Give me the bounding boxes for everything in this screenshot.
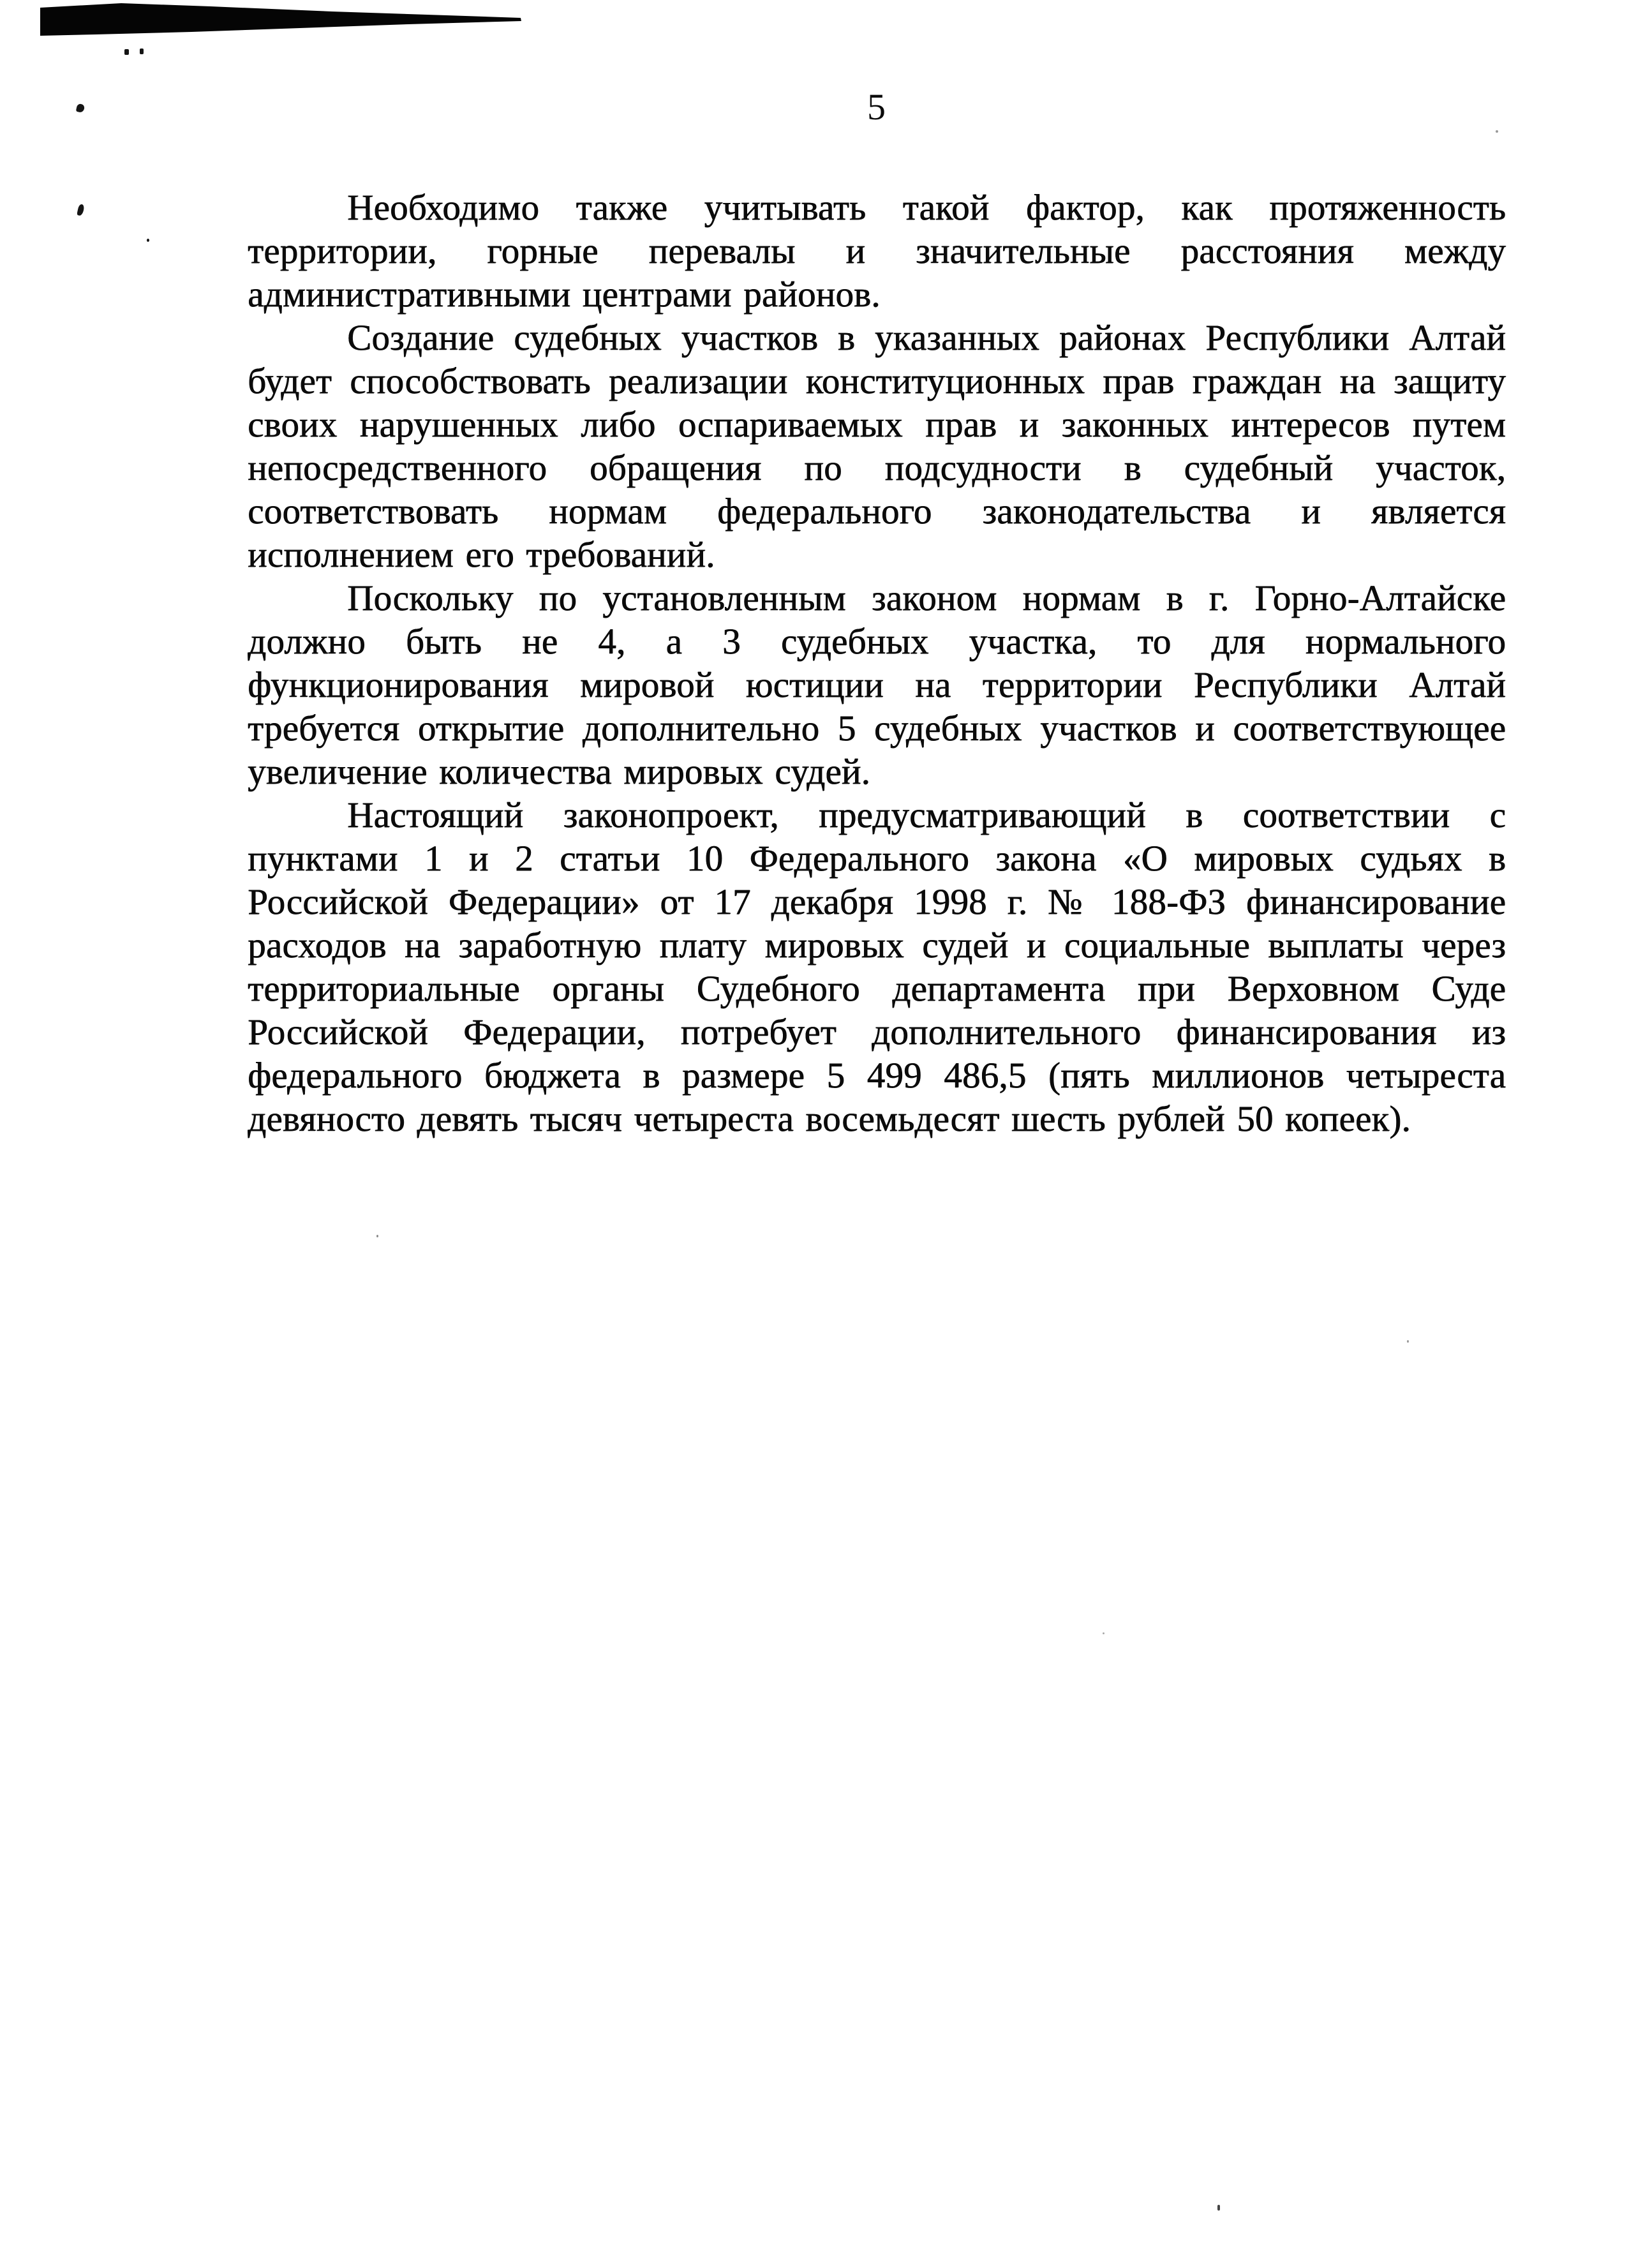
page-number: 5 bbox=[867, 86, 886, 128]
paragraph: Настоящий законопроект, предусматривающий в соответствии с пунктами 1 и 2 статьи 10 Федерального закона «О мировых судьях в Российской Федерации» от 17 декабря 1998 г. № 188-ФЗ финансирование расходов на заработную плату мировых судей и социальные выплаты через территориальные органы Судебного департамента при Верховном Суде Российской Федерации, потребует дополнительного финансирования из федерального бюджета в размере 5 499 486,5 (пять миллионов четыреста девяносто девять тысяч четыреста восемьдесят шесть рублей 50 копеек). bbox=[248, 795, 1506, 1139]
document-body-text bbox=[248, 186, 1506, 1141]
scan-speck bbox=[140, 48, 144, 54]
paragraph: Необходимо также учитывать такой фактор, как протяженность территории, горные перевалы и значительные расстояния между административными центрами районов. bbox=[248, 188, 1506, 315]
scan-speck bbox=[76, 103, 85, 113]
scan-speck bbox=[1496, 130, 1498, 133]
scan-speck bbox=[1103, 1632, 1104, 1634]
paragraph: Поскольку по установленным законом нормам в г. Горно-Алтайске должно быть не 4, а 3 судебных участка, то для нормального функционирования мировой юстиции на территории Республики Алтай требуется открытие дополнительно 5 судебных участков и соответствующее увеличение количества мировых судей. bbox=[248, 578, 1506, 792]
paragraph: Создание судебных участков в указанных районах Республики Алтай будет способствовать реализации конституционных прав граждан на защиту своих нарушенных либо оспариваемых прав и законных интересов путем непосредственного обращения по подсудности в судебный участок, соответствовать нормам федерального законодательства и является исполнением его требований. bbox=[248, 318, 1506, 575]
scan-speck bbox=[124, 49, 129, 55]
scan-speck bbox=[77, 204, 85, 216]
scan-artifact-bar bbox=[0, 0, 536, 38]
scan-speck bbox=[1407, 1340, 1409, 1343]
scan-speck bbox=[376, 1235, 378, 1237]
scan-speck bbox=[1217, 2205, 1220, 2211]
scan-speck bbox=[147, 239, 149, 242]
